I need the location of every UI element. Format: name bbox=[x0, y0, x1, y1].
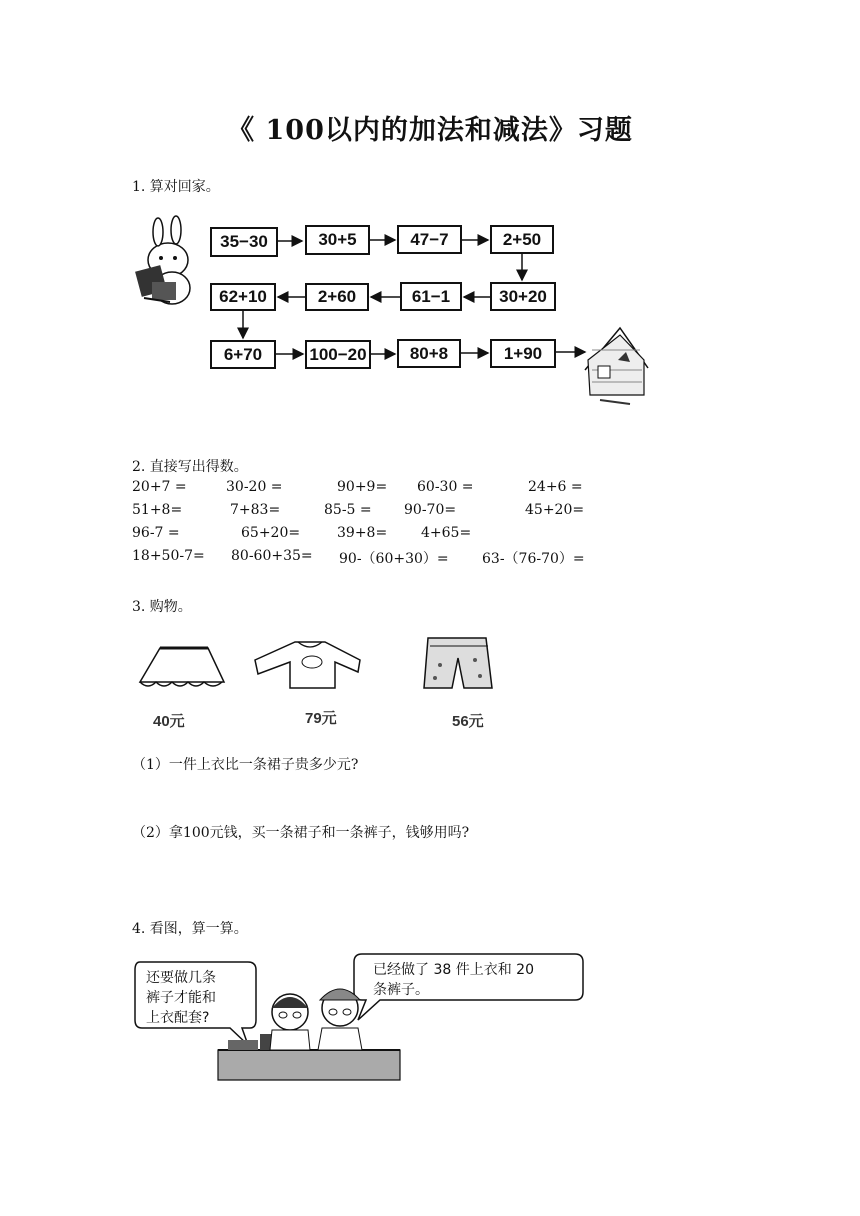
bubble-right-line: 条裤子。 bbox=[373, 982, 429, 998]
price-shirt: 79元 bbox=[305, 710, 337, 727]
shirt-icon bbox=[255, 642, 360, 688]
bubble-left-line: 还要做几条 bbox=[146, 970, 216, 986]
q2-equation: 51+8= bbox=[132, 502, 183, 518]
q2-equation: 7+83= bbox=[230, 502, 281, 518]
q1-box: 6+70 bbox=[210, 340, 276, 369]
q2-equation: 18+50-7= bbox=[132, 548, 205, 564]
q2-equation: 96-7 = bbox=[132, 525, 180, 541]
q1-box: 30+20 bbox=[490, 282, 556, 311]
girl-icon bbox=[270, 994, 310, 1050]
q3-clothes bbox=[130, 630, 510, 700]
q2-equation: 65+20= bbox=[241, 525, 301, 541]
q2-equation: 90-（60+30）= bbox=[339, 551, 449, 567]
q3-sub2: （2）拿100元钱，买一条裙子和一条裤子，钱够用吗? bbox=[132, 825, 470, 841]
bubble-right-line: 已经做了 38 件上衣和 20 bbox=[373, 962, 534, 978]
q1-box: 2+50 bbox=[490, 225, 554, 254]
q1-box: 1+90 bbox=[490, 339, 556, 368]
price-pants: 56元 bbox=[452, 713, 484, 730]
q1-box: 100−20 bbox=[305, 340, 371, 369]
q1-box: 2+60 bbox=[305, 283, 369, 311]
q2-equation: 63-（76-70）= bbox=[482, 551, 585, 567]
q2-equation: 90-70= bbox=[404, 502, 457, 518]
bubble-left-line: 裤子才能和 bbox=[146, 990, 216, 1006]
q1-box: 47−7 bbox=[397, 225, 462, 254]
q1-arrows bbox=[0, 0, 860, 420]
skirt-icon bbox=[140, 648, 224, 686]
q2-equation: 85-5 = bbox=[324, 502, 372, 518]
q2-equation: 45+20= bbox=[525, 502, 585, 518]
q1-box: 62+10 bbox=[210, 283, 276, 311]
boy-icon bbox=[318, 989, 362, 1050]
q1-box: 30+5 bbox=[305, 225, 370, 255]
q3-label: 3. 购物。 bbox=[132, 599, 192, 615]
q4-label: 4. 看图，算一算。 bbox=[132, 921, 248, 937]
q1-box: 35−30 bbox=[210, 227, 278, 257]
q2-equation: 60-30 = bbox=[417, 479, 474, 495]
q2-equation: 80-60+35= bbox=[231, 548, 313, 564]
q1-label: 1. 算对回家。 bbox=[132, 179, 220, 195]
bubble-left-line: 上衣配套? bbox=[146, 1010, 210, 1026]
page-title: 《 100以内的加法和减法》习题 bbox=[227, 115, 633, 146]
q2-label: 2. 直接写出得数。 bbox=[132, 459, 248, 475]
q1-box: 80+8 bbox=[397, 339, 461, 368]
q2-equation: 4+65= bbox=[421, 525, 472, 541]
q1-box: 61−1 bbox=[400, 282, 462, 311]
q2-equation: 24+6 = bbox=[528, 479, 583, 495]
pants-icon bbox=[424, 638, 492, 688]
q2-equation: 39+8= bbox=[337, 525, 388, 541]
price-skirt: 40元 bbox=[153, 713, 185, 730]
q2-equation: 30-20 = bbox=[226, 479, 283, 495]
q2-equation: 90+9= bbox=[337, 479, 388, 495]
q2-equation: 20+7 = bbox=[132, 479, 187, 495]
q3-sub1: （1）一件上衣比一条裙子贵多少元? bbox=[132, 757, 359, 773]
